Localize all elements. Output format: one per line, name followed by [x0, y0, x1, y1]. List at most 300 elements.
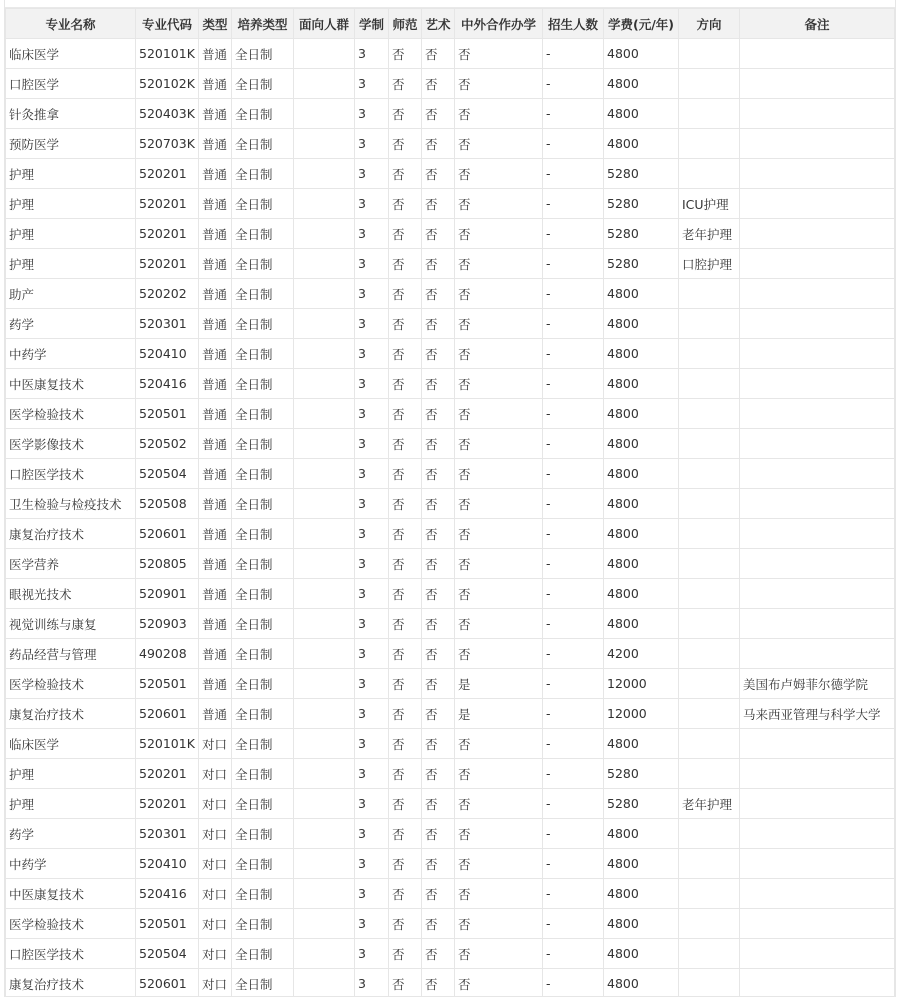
cell-duration: 3: [355, 729, 389, 759]
column-header-type: 类型: [199, 9, 232, 39]
cell-teacher-training: 否: [389, 969, 422, 998]
table-row: [6, 189, 895, 219]
cell-target-group: [294, 489, 355, 519]
cell-remarks: [740, 339, 895, 369]
cell-remarks: [740, 969, 895, 998]
cell-direction: [679, 849, 740, 879]
cell-major-name: 眼视光技术: [6, 579, 136, 609]
cell-tuition: 4800: [604, 129, 679, 159]
cell-remarks: 美国布卢姆菲尔德学院: [740, 669, 895, 699]
cell-remarks: [740, 219, 895, 249]
cell-major-code: 520601: [136, 969, 199, 998]
cell-study-mode: 全日制: [232, 219, 294, 249]
cell-enrollment-count: -: [543, 429, 604, 459]
cell-teacher-training: 否: [389, 279, 422, 309]
cell-major-name: 药品经营与管理: [6, 639, 136, 669]
table-row: [6, 219, 895, 249]
cell-major-code: 520805: [136, 549, 199, 579]
table-body: [6, 39, 895, 998]
cell-target-group: [294, 939, 355, 969]
cell-study-mode: 全日制: [232, 939, 294, 969]
cell-remarks: [740, 369, 895, 399]
cell-teacher-training: 否: [389, 309, 422, 339]
cell-enrollment-count: -: [543, 969, 604, 998]
cell-art: 否: [422, 399, 455, 429]
cell-target-group: [294, 99, 355, 129]
cell-major-code: 520601: [136, 699, 199, 729]
cell-direction: ICU护理: [679, 189, 740, 219]
cell-major-code: 520501: [136, 399, 199, 429]
cell-study-mode: 全日制: [232, 99, 294, 129]
cell-type: 对口: [199, 819, 232, 849]
cell-target-group: [294, 189, 355, 219]
cell-major-code: 520301: [136, 819, 199, 849]
table-row: [6, 519, 895, 549]
table-row: [6, 399, 895, 429]
cell-teacher-training: 否: [389, 669, 422, 699]
cell-study-mode: 全日制: [232, 879, 294, 909]
column-header-remarks: 备注: [740, 9, 895, 39]
cell-type: 普通: [199, 609, 232, 639]
cell-type: 普通: [199, 639, 232, 669]
cell-enrollment-count: -: [543, 849, 604, 879]
table-row: [6, 459, 895, 489]
table-row: [6, 99, 895, 129]
cell-major-name: 药学: [6, 819, 136, 849]
header-row: [6, 9, 895, 39]
cell-direction: [679, 279, 740, 309]
cell-type: 普通: [199, 579, 232, 609]
cell-direction: [679, 339, 740, 369]
cell-enrollment-count: -: [543, 759, 604, 789]
column-header-major-code: 专业代码: [136, 9, 199, 39]
cell-target-group: [294, 729, 355, 759]
cell-major-name: 中医康复技术: [6, 879, 136, 909]
cell-enrollment-count: -: [543, 879, 604, 909]
table-row: [6, 429, 895, 459]
cell-duration: 3: [355, 459, 389, 489]
cell-tuition: 4800: [604, 309, 679, 339]
column-header-art: 艺术: [422, 9, 455, 39]
cell-enrollment-count: -: [543, 489, 604, 519]
cell-type: 普通: [199, 99, 232, 129]
cell-remarks: [740, 99, 895, 129]
cell-joint-program: 否: [455, 639, 543, 669]
cell-art: 否: [422, 219, 455, 249]
cell-type: 普通: [199, 279, 232, 309]
cell-teacher-training: 否: [389, 729, 422, 759]
cell-major-name: 中药学: [6, 339, 136, 369]
cell-enrollment-count: -: [543, 159, 604, 189]
cell-teacher-training: 否: [389, 939, 422, 969]
cell-enrollment-count: -: [543, 129, 604, 159]
cell-study-mode: 全日制: [232, 819, 294, 849]
table-row: [6, 129, 895, 159]
cell-major-code: 520301: [136, 309, 199, 339]
cell-direction: [679, 609, 740, 639]
cell-duration: 3: [355, 879, 389, 909]
cell-teacher-training: 否: [389, 39, 422, 69]
cell-joint-program: 否: [455, 99, 543, 129]
cell-type: 普通: [199, 489, 232, 519]
cell-duration: 3: [355, 549, 389, 579]
cell-joint-program: 否: [455, 759, 543, 789]
table-row: [6, 39, 895, 69]
cell-direction: [679, 699, 740, 729]
cell-major-code: 520202: [136, 279, 199, 309]
cell-type: 普通: [199, 159, 232, 189]
cell-duration: 3: [355, 39, 389, 69]
cell-study-mode: 全日制: [232, 39, 294, 69]
cell-major-name: 医学检验技术: [6, 399, 136, 429]
cell-remarks: [740, 279, 895, 309]
cell-enrollment-count: -: [543, 369, 604, 399]
cell-tuition: 4200: [604, 639, 679, 669]
cell-major-code: 520410: [136, 849, 199, 879]
cell-major-code: 520703K: [136, 129, 199, 159]
cell-direction: [679, 69, 740, 99]
table-row: [6, 279, 895, 309]
cell-teacher-training: 否: [389, 99, 422, 129]
cell-remarks: [740, 129, 895, 159]
cell-target-group: [294, 609, 355, 639]
cell-major-name: 康复治疗技术: [6, 969, 136, 998]
cell-remarks: [740, 729, 895, 759]
cell-target-group: [294, 309, 355, 339]
cell-remarks: [740, 609, 895, 639]
cell-remarks: [740, 879, 895, 909]
cell-major-name: 中药学: [6, 849, 136, 879]
cell-major-code: 520410: [136, 339, 199, 369]
cell-major-code: 520201: [136, 159, 199, 189]
cell-study-mode: 全日制: [232, 849, 294, 879]
cell-enrollment-count: -: [543, 699, 604, 729]
table-row: [6, 549, 895, 579]
cell-teacher-training: 否: [389, 189, 422, 219]
table-row: [6, 729, 895, 759]
cell-enrollment-count: -: [543, 279, 604, 309]
cell-study-mode: 全日制: [232, 189, 294, 219]
cell-remarks: [740, 399, 895, 429]
cell-type: 普通: [199, 519, 232, 549]
cell-target-group: [294, 639, 355, 669]
cell-type: 普通: [199, 669, 232, 699]
cell-direction: [679, 639, 740, 669]
cell-tuition: 4800: [604, 399, 679, 429]
cell-joint-program: 否: [455, 939, 543, 969]
cell-joint-program: 否: [455, 159, 543, 189]
cell-direction: [679, 669, 740, 699]
cell-study-mode: 全日制: [232, 969, 294, 998]
cell-major-code: 490208: [136, 639, 199, 669]
cell-study-mode: 全日制: [232, 549, 294, 579]
cell-target-group: [294, 819, 355, 849]
cell-art: 否: [422, 759, 455, 789]
cell-duration: 3: [355, 489, 389, 519]
table-row: [6, 879, 895, 909]
cell-teacher-training: 否: [389, 909, 422, 939]
cell-tuition: 5280: [604, 249, 679, 279]
cell-major-code: 520102K: [136, 69, 199, 99]
column-header-tuition: 学费(元/年): [604, 9, 679, 39]
cell-tuition: 4800: [604, 729, 679, 759]
cell-duration: 3: [355, 819, 389, 849]
cell-direction: [679, 909, 740, 939]
cell-type: 对口: [199, 969, 232, 998]
cell-major-name: 护理: [6, 189, 136, 219]
cell-major-name: 护理: [6, 159, 136, 189]
cell-study-mode: 全日制: [232, 459, 294, 489]
cell-study-mode: 全日制: [232, 909, 294, 939]
cell-joint-program: 否: [455, 279, 543, 309]
cell-study-mode: 全日制: [232, 339, 294, 369]
cell-type: 普通: [199, 249, 232, 279]
cell-type: 对口: [199, 909, 232, 939]
column-header-major-name: 专业名称: [6, 9, 136, 39]
cell-major-name: 临床医学: [6, 729, 136, 759]
cell-duration: 3: [355, 909, 389, 939]
cell-joint-program: 否: [455, 879, 543, 909]
cell-remarks: [740, 909, 895, 939]
table-row: [6, 909, 895, 939]
table-row: [6, 759, 895, 789]
cell-enrollment-count: -: [543, 459, 604, 489]
cell-art: 否: [422, 129, 455, 159]
cell-remarks: [740, 459, 895, 489]
cell-major-name: 康复治疗技术: [6, 519, 136, 549]
cell-major-name: 药学: [6, 309, 136, 339]
cell-study-mode: 全日制: [232, 759, 294, 789]
table-row: [6, 849, 895, 879]
cell-major-name: 临床医学: [6, 39, 136, 69]
cell-direction: [679, 939, 740, 969]
cell-art: 否: [422, 279, 455, 309]
cell-tuition: 4800: [604, 69, 679, 99]
table-row: [6, 639, 895, 669]
table-panel: [4, 0, 896, 997]
cell-major-code: 520601: [136, 519, 199, 549]
cell-direction: [679, 759, 740, 789]
cell-type: 对口: [199, 789, 232, 819]
cell-tuition: 4800: [604, 579, 679, 609]
cell-joint-program: 否: [455, 579, 543, 609]
panel-top-border: [5, 0, 895, 8]
cell-art: 否: [422, 669, 455, 699]
cell-teacher-training: 否: [389, 549, 422, 579]
cell-remarks: [740, 189, 895, 219]
cell-type: 普通: [199, 309, 232, 339]
cell-enrollment-count: -: [543, 549, 604, 579]
cell-joint-program: 否: [455, 909, 543, 939]
cell-art: 否: [422, 609, 455, 639]
cell-direction: [679, 99, 740, 129]
cell-enrollment-count: -: [543, 219, 604, 249]
cell-type: 普通: [199, 129, 232, 159]
cell-art: 否: [422, 459, 455, 489]
table-row: [6, 309, 895, 339]
cell-tuition: 4800: [604, 879, 679, 909]
cell-art: 否: [422, 819, 455, 849]
cell-direction: [679, 309, 740, 339]
cell-type: 普通: [199, 339, 232, 369]
cell-tuition: 4800: [604, 609, 679, 639]
cell-major-name: 医学检验技术: [6, 669, 136, 699]
table-row: [6, 159, 895, 189]
cell-direction: [679, 369, 740, 399]
cell-major-code: 520201: [136, 759, 199, 789]
cell-duration: 3: [355, 759, 389, 789]
cell-target-group: [294, 339, 355, 369]
cell-enrollment-count: -: [543, 189, 604, 219]
cell-duration: 3: [355, 339, 389, 369]
cell-type: 普通: [199, 699, 232, 729]
cell-remarks: [740, 309, 895, 339]
cell-joint-program: 否: [455, 219, 543, 249]
cell-target-group: [294, 459, 355, 489]
cell-teacher-training: 否: [389, 609, 422, 639]
cell-target-group: [294, 909, 355, 939]
cell-art: 否: [422, 699, 455, 729]
cell-teacher-training: 否: [389, 489, 422, 519]
cell-type: 普通: [199, 189, 232, 219]
cell-direction: [679, 969, 740, 998]
cell-enrollment-count: -: [543, 579, 604, 609]
cell-teacher-training: 否: [389, 639, 422, 669]
cell-target-group: [294, 969, 355, 998]
cell-direction: [679, 399, 740, 429]
cell-target-group: [294, 39, 355, 69]
table-row: [6, 669, 895, 699]
cell-art: 否: [422, 189, 455, 219]
column-header-study-mode: 培养类型: [232, 9, 294, 39]
cell-duration: 3: [355, 69, 389, 99]
cell-tuition: 4800: [604, 279, 679, 309]
cell-art: 否: [422, 339, 455, 369]
cell-target-group: [294, 669, 355, 699]
cell-study-mode: 全日制: [232, 669, 294, 699]
cell-major-name: 护理: [6, 759, 136, 789]
cell-remarks: [740, 549, 895, 579]
cell-direction: [679, 879, 740, 909]
cell-type: 普通: [199, 369, 232, 399]
table-row: [6, 969, 895, 998]
cell-major-code: 520101K: [136, 729, 199, 759]
cell-major-code: 520201: [136, 219, 199, 249]
cell-tuition: 5280: [604, 189, 679, 219]
cell-type: 普通: [199, 459, 232, 489]
table-row: [6, 369, 895, 399]
cell-art: 否: [422, 969, 455, 998]
cell-tuition: 4800: [604, 939, 679, 969]
column-header-joint-program: 中外合作办学: [455, 9, 543, 39]
cell-major-code: 520508: [136, 489, 199, 519]
cell-duration: 3: [355, 789, 389, 819]
cell-joint-program: 否: [455, 489, 543, 519]
cell-major-name: 针灸推拿: [6, 99, 136, 129]
cell-joint-program: 是: [455, 669, 543, 699]
cell-remarks: 马来西亚管理与科学大学: [740, 699, 895, 729]
cell-major-code: 520416: [136, 369, 199, 399]
cell-joint-program: 否: [455, 189, 543, 219]
cell-teacher-training: 否: [389, 159, 422, 189]
cell-joint-program: 否: [455, 69, 543, 99]
cell-tuition: 4800: [604, 519, 679, 549]
cell-duration: 3: [355, 939, 389, 969]
cell-target-group: [294, 849, 355, 879]
cell-direction: 老年护理: [679, 219, 740, 249]
cell-duration: 3: [355, 849, 389, 879]
cell-major-name: 医学营养: [6, 549, 136, 579]
cell-major-name: 助产: [6, 279, 136, 309]
cell-duration: 3: [355, 699, 389, 729]
cell-duration: 3: [355, 99, 389, 129]
cell-enrollment-count: -: [543, 309, 604, 339]
cell-target-group: [294, 699, 355, 729]
cell-teacher-training: 否: [389, 849, 422, 879]
cell-duration: 3: [355, 129, 389, 159]
cell-art: 否: [422, 99, 455, 129]
cell-joint-program: 否: [455, 249, 543, 279]
cell-enrollment-count: -: [543, 729, 604, 759]
cell-direction: [679, 159, 740, 189]
cell-tuition: 4800: [604, 369, 679, 399]
cell-enrollment-count: -: [543, 669, 604, 699]
cell-study-mode: 全日制: [232, 249, 294, 279]
cell-type: 对口: [199, 759, 232, 789]
cell-enrollment-count: -: [543, 519, 604, 549]
cell-teacher-training: 否: [389, 249, 422, 279]
cell-enrollment-count: -: [543, 399, 604, 429]
cell-teacher-training: 否: [389, 429, 422, 459]
cell-target-group: [294, 519, 355, 549]
cell-teacher-training: 否: [389, 879, 422, 909]
cell-major-name: 护理: [6, 249, 136, 279]
table-row: [6, 339, 895, 369]
cell-tuition: 4800: [604, 909, 679, 939]
cell-art: 否: [422, 69, 455, 99]
cell-study-mode: 全日制: [232, 159, 294, 189]
cell-tuition: 12000: [604, 669, 679, 699]
cell-study-mode: 全日制: [232, 129, 294, 159]
cell-major-name: 康复治疗技术: [6, 699, 136, 729]
cell-art: 否: [422, 429, 455, 459]
cell-study-mode: 全日制: [232, 789, 294, 819]
cell-major-code: 520201: [136, 249, 199, 279]
cell-art: 否: [422, 549, 455, 579]
cell-joint-program: 否: [455, 729, 543, 759]
cell-direction: [679, 429, 740, 459]
cell-enrollment-count: -: [543, 39, 604, 69]
cell-art: 否: [422, 879, 455, 909]
cell-major-name: 口腔医学技术: [6, 459, 136, 489]
cell-art: 否: [422, 489, 455, 519]
cell-study-mode: 全日制: [232, 369, 294, 399]
cell-target-group: [294, 399, 355, 429]
cell-major-name: 预防医学: [6, 129, 136, 159]
table-row: [6, 819, 895, 849]
table-header: [6, 9, 895, 39]
cell-tuition: 4800: [604, 969, 679, 998]
cell-teacher-training: 否: [389, 759, 422, 789]
cell-art: 否: [422, 519, 455, 549]
cell-major-name: 医学影像技术: [6, 429, 136, 459]
cell-major-code: 520101K: [136, 39, 199, 69]
cell-enrollment-count: -: [543, 789, 604, 819]
cell-remarks: [740, 489, 895, 519]
cell-teacher-training: 否: [389, 339, 422, 369]
cell-major-code: 520901: [136, 579, 199, 609]
cell-duration: 3: [355, 369, 389, 399]
